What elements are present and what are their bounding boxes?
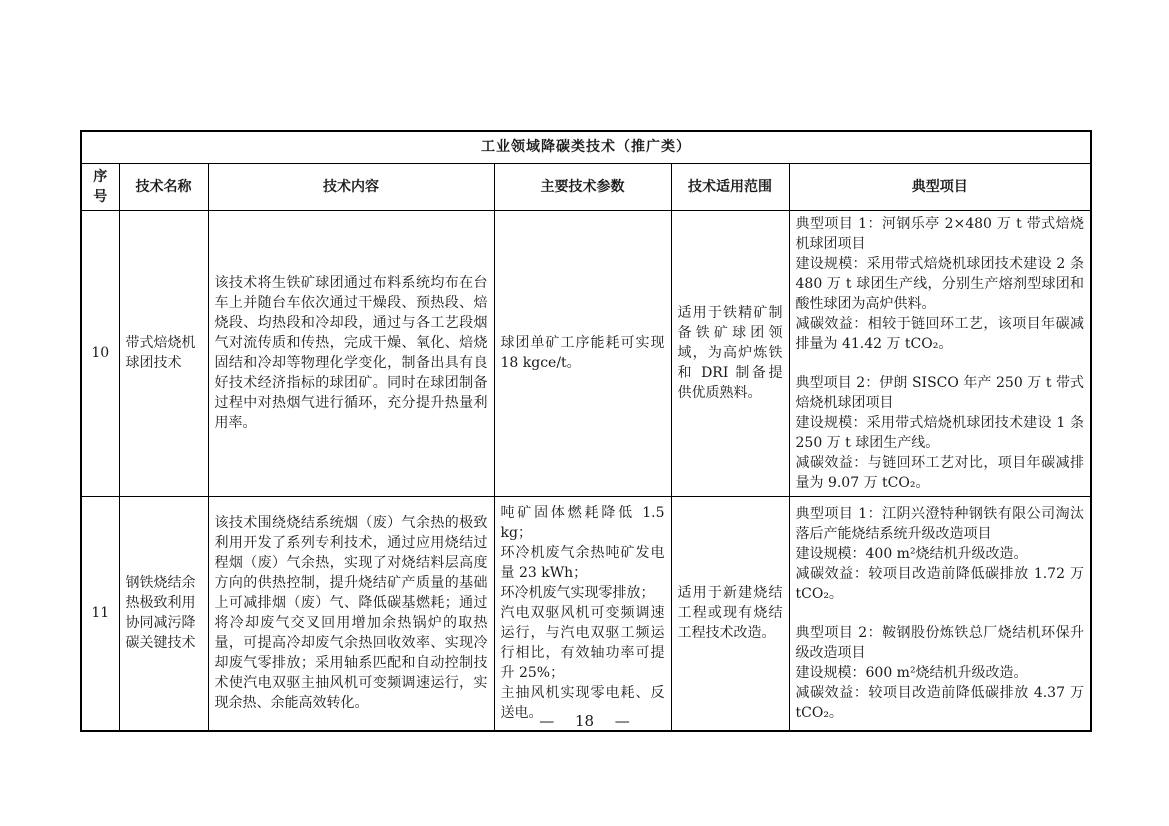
project-benefit: 减碳效益：相较于链回环工艺，该项目年碳减排量为 41.42 万 tCO₂。: [795, 315, 1085, 352]
project-group-1: [796, 214, 1085, 354]
tech-content-cell: 该技术围绕烧结系统烟（废）气余热的极致利用开发了系列专利技术，通过应用烧结过程烟（废）气余热，实现了对烧结料层高度方向的供热控制，提升烧结矿产质量的基础上可减排烟（废）气、降低碳基燃耗；通过将冷却废气交叉回用增加余热锅炉的取热量，可提高冷却废气余热回收效率、实现冷却废气零排放；采用轴系匹配和自动控制技术使汽电双驱主抽风机可变频调速运行，实现余热、余能高效转化。: [208, 496, 494, 731]
project-benefit: 减碳效益：较项目改造前降低碳排放 1.72 万 tCO₂。: [795, 565, 1085, 602]
project-group-1: [796, 504, 1085, 604]
project-group-2: [796, 623, 1085, 723]
column-header-row: [81, 163, 1091, 210]
tech-scope-cell: 适用于新建烧结工程或现有烧结工程技术改造。: [671, 496, 789, 731]
tech-scope-cell: 适用于铁精矿制备铁矿球团领域，为高炉炼铁和 DRI 制备提供优质熟料。: [671, 210, 789, 496]
project-scale: 建设规模：400 m²烧结机升级改造。: [795, 545, 1028, 562]
project-scale: 建设规模：600 m²烧结机升级改造。: [795, 664, 1028, 681]
technology-table: [80, 130, 1092, 732]
project-benefit: 减碳效益：与链回环工艺对比，项目年碳减排量为 9.07 万 tCO₂。: [795, 454, 1085, 491]
row-number-cell: 10: [81, 210, 119, 496]
column-header-no: 序号: [81, 163, 119, 210]
param-line: 球团单矿工序能耗可实现 18 kgce/t。: [500, 335, 665, 371]
project-benefit: 减碳效益：较项目改造前降低碳排放 4.37 万 tCO₂。: [795, 684, 1085, 721]
tech-name-cell: 带式焙烧机球团技术: [119, 210, 208, 496]
project-title: 典型项目 2：鞍钢股份炼铁总厂烧结机环保升级改造项目: [795, 624, 1085, 661]
column-header-projects: 典型项目: [789, 163, 1091, 210]
project-scale: 建设规模：采用带式焙烧机球团技术建设 2 条 480 万 t 球团生产线，分别生产熔剂型球团和酸性球团为高炉供料。: [795, 255, 1085, 312]
project-scale: 建设规模：采用带式焙烧机球团技术建设 1 条 250 万 t 球团生产线。: [795, 414, 1085, 451]
project-group-2: [796, 373, 1085, 493]
param-line: 环冷机废气实现零排放；: [500, 585, 655, 602]
tech-name-cell: 钢铁烧结余热极致利用协同减污降碳关键技术: [119, 496, 208, 731]
project-title: 典型项目 2：伊朗 SISCO 年产 250 万 t 带式焙烧机球团项目: [795, 374, 1085, 411]
table-title: 工业领域降碳类技术（推广类）: [81, 131, 1091, 163]
row-number-cell: 11: [81, 496, 119, 731]
param-line: 汽电双驱风机可变频调速运行，与汽电双驱工频运行相比，有效轴功率可提升 25%；: [500, 605, 665, 682]
column-header-params: 主要技术参数: [494, 163, 671, 210]
param-line: 主抽风机实现零电耗、反送电。: [500, 685, 665, 722]
project-title: 典型项目 1：河钢乐亭 2×480 万 t 带式焙烧机球团项目: [795, 215, 1085, 252]
table-row-10: [81, 210, 1091, 496]
column-header-name: 技术名称: [119, 163, 208, 210]
tech-content-cell: 该技术将生铁矿球团通过布料系统均布在台车上并随台车依次通过干燥段、预热段、焙烧段、均热段和冷却段，通过与各工艺段烟气对流传质和传热，完成干燥、氧化、焙烧固结和冷却等物理化学变化，制备出具有良好技术经济指标的球团矿。同时在球团制备过程中对热烟气进行循环，充分提升热量利用率。: [208, 210, 494, 496]
column-header-content: 技术内容: [208, 163, 494, 210]
project-title: 典型项目 1：江阴兴澄特种钢铁有限公司淘汰落后产能烧结系统升级改造项目: [795, 505, 1085, 542]
typical-projects-cell: [789, 496, 1091, 731]
page-number: — 18 —: [539, 712, 630, 730]
table-row-11: [81, 496, 1091, 731]
tech-params-cell: [494, 210, 671, 496]
param-line: 环冷机废气余热吨矿发电量 23 kWh；: [500, 545, 665, 582]
table-title-row: [81, 131, 1091, 163]
tech-params-cell: [494, 496, 671, 731]
param-line: 吨矿固体燃耗降低 1.5 kg；: [500, 505, 665, 542]
column-header-scope: 技术适用范围: [671, 163, 789, 210]
typical-projects-cell: [789, 210, 1091, 496]
